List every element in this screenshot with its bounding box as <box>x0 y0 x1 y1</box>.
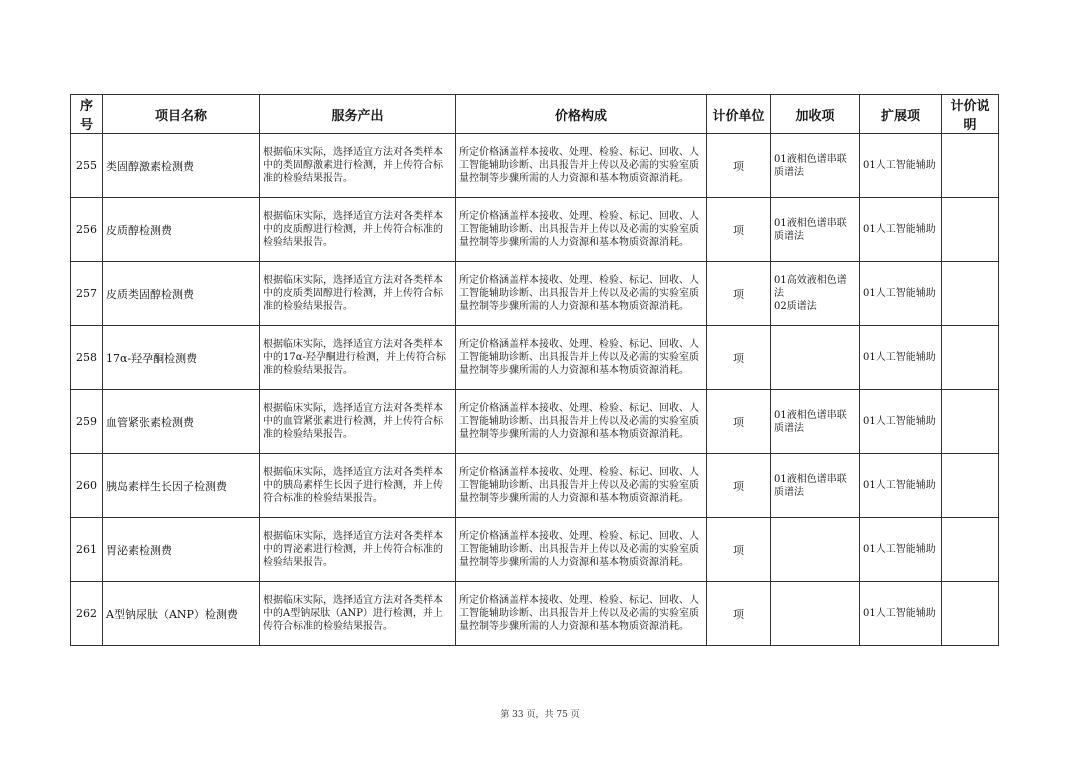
header-cell-no: 序号 <box>71 95 103 134</box>
table-row <box>71 518 999 582</box>
price-composition: 所定价格涵盖样本接收、处理、检验、标记、回收、人工智能辅助诊断、出具报告并上传以及必需的实验室质量控制等步骤所需的人力资源和基本物质资源消耗。 <box>456 518 707 582</box>
table-row <box>71 582 999 646</box>
extension-item: 01人工智能辅助 <box>860 134 942 198</box>
price-composition: 所定价格涵盖样本接收、处理、检验、标记、回收、人工智能辅助诊断、出具报告并上传以及必需的实验室质量控制等步骤所需的人力资源和基本物质资源消耗。 <box>456 262 707 326</box>
pricing-unit: 项 <box>707 582 771 646</box>
item-name: 胃泌素检测费 <box>103 518 260 582</box>
item-number: 258 <box>71 326 103 390</box>
surcharge-item: 01高效液相色谱法 02质谱法 <box>771 262 860 326</box>
item-number: 259 <box>71 390 103 454</box>
table-row <box>71 198 999 262</box>
price-composition: 所定价格涵盖样本接收、处理、检验、标记、回收、人工智能辅助诊断、出具报告并上传以及必需的实验室质量控制等步骤所需的人力资源和基本物质资源消耗。 <box>456 198 707 262</box>
pricing-unit: 项 <box>707 518 771 582</box>
header-cell-unit: 计价单位 <box>707 95 771 134</box>
header-cell-extra: 加收项 <box>771 95 860 134</box>
item-name: 类固醇激素检测费 <box>103 134 260 198</box>
extension-item: 01人工智能辅助 <box>860 198 942 262</box>
table-row <box>71 390 999 454</box>
price-composition: 所定价格涵盖样本接收、处理、检验、标记、回收、人工智能辅助诊断、出具报告并上传以及必需的实验室质量控制等步骤所需的人力资源和基本物质资源消耗。 <box>456 582 707 646</box>
service-output: 根据临床实际，选择适宜方法对各类样本中的皮质醇进行检测，并上传符合标准的检验结果报告。 <box>260 198 456 262</box>
table-header-row <box>71 95 999 134</box>
service-output: 根据临床实际，选择适宜方法对各类样本中的皮质类固醇进行检测，并上传符合标准的检验结果报告。 <box>260 262 456 326</box>
pricing-note <box>942 454 999 518</box>
header-cell-note: 计价说明 <box>942 95 999 134</box>
price-composition: 所定价格涵盖样本接收、处理、检验、标记、回收、人工智能辅助诊断、出具报告并上传以及必需的实验室质量控制等步骤所需的人力资源和基本物质资源消耗。 <box>456 390 707 454</box>
service-output: 根据临床实际，选择适宜方法对各类样本中的17α-羟孕酮进行检测，并上传符合标准的检验结果报告。 <box>260 326 456 390</box>
price-composition: 所定价格涵盖样本接收、处理、检验、标记、回收、人工智能辅助诊断、出具报告并上传以及必需的实验室质量控制等步骤所需的人力资源和基本物质资源消耗。 <box>456 326 707 390</box>
item-name: 皮质类固醇检测费 <box>103 262 260 326</box>
extension-item: 01人工智能辅助 <box>860 518 942 582</box>
pricing-note <box>942 198 999 262</box>
item-number: 261 <box>71 518 103 582</box>
item-name: 胰岛素样生长因子检测费 <box>103 454 260 518</box>
item-number: 256 <box>71 198 103 262</box>
extension-item: 01人工智能辅助 <box>860 326 942 390</box>
pricing-note <box>942 582 999 646</box>
pricing-note <box>942 518 999 582</box>
service-output: 根据临床实际，选择适宜方法对各类样本中的血管紧张素进行检测，并上传符合标准的检验结果报告。 <box>260 390 456 454</box>
item-name: 血管紧张素检测费 <box>103 390 260 454</box>
table-row <box>71 326 999 390</box>
surcharge-item: 01液相色谱串联质谱法 <box>771 390 860 454</box>
pricing-unit: 项 <box>707 326 771 390</box>
table-row <box>71 454 999 518</box>
item-number: 255 <box>71 134 103 198</box>
surcharge-item <box>771 326 860 390</box>
pricing-unit: 项 <box>707 198 771 262</box>
header-cell-service: 服务产出 <box>260 95 456 134</box>
extension-item: 01人工智能辅助 <box>860 454 942 518</box>
table-row <box>71 134 999 198</box>
surcharge-item <box>771 582 860 646</box>
price-composition: 所定价格涵盖样本接收、处理、检验、标记、回收、人工智能辅助诊断、出具报告并上传以及必需的实验室质量控制等步骤所需的人力资源和基本物质资源消耗。 <box>456 134 707 198</box>
header-cell-price: 价格构成 <box>456 95 707 134</box>
extension-item: 01人工智能辅助 <box>860 390 942 454</box>
pricing-unit: 项 <box>707 262 771 326</box>
pricing-note <box>942 134 999 198</box>
service-output: 根据临床实际，选择适宜方法对各类样本中的胰岛素样生长因子进行检测，并上传符合标准的检验结果报告。 <box>260 454 456 518</box>
pricing-unit: 项 <box>707 390 771 454</box>
price-composition: 所定价格涵盖样本接收、处理、检验、标记、回收、人工智能辅助诊断、出具报告并上传以及必需的实验室质量控制等步骤所需的人力资源和基本物质资源消耗。 <box>456 454 707 518</box>
pricing-note <box>942 390 999 454</box>
item-name: 皮质醇检测费 <box>103 198 260 262</box>
pricing-note <box>942 326 999 390</box>
table-row <box>71 262 999 326</box>
extension-item: 01人工智能辅助 <box>860 582 942 646</box>
item-number: 257 <box>71 262 103 326</box>
item-name: 17α-羟孕酮检测费 <box>103 326 260 390</box>
pricing-note <box>942 262 999 326</box>
price-table <box>70 94 999 646</box>
service-output: 根据临床实际，选择适宜方法对各类样本中的胃泌素进行检测，并上传符合标准的检验结果报告。 <box>260 518 456 582</box>
surcharge-item: 01液相色谱串联质谱法 <box>771 454 860 518</box>
header-cell-ext: 扩展项 <box>860 95 942 134</box>
surcharge-item: 01液相色谱串联质谱法 <box>771 198 860 262</box>
service-output: 根据临床实际，选择适宜方法对各类样本中的类固醇激素进行检测，并上传符合标准的检验结果报告。 <box>260 134 456 198</box>
surcharge-item <box>771 518 860 582</box>
page-footer: 第 33 页，共 75 页 <box>500 710 580 720</box>
extension-item: 01人工智能辅助 <box>860 262 942 326</box>
pricing-unit: 项 <box>707 454 771 518</box>
surcharge-item: 01液相色谱串联质谱法 <box>771 134 860 198</box>
pricing-unit: 项 <box>707 134 771 198</box>
service-output: 根据临床实际，选择适宜方法对各类样本中的A型钠尿肽（ANP）进行检测，并上传符合标准的检验结果报告。 <box>260 582 456 646</box>
item-number: 260 <box>71 454 103 518</box>
item-name: A型钠尿肽（ANP）检测费 <box>103 582 260 646</box>
header-cell-name: 项目名称 <box>103 95 260 134</box>
item-number: 262 <box>71 582 103 646</box>
